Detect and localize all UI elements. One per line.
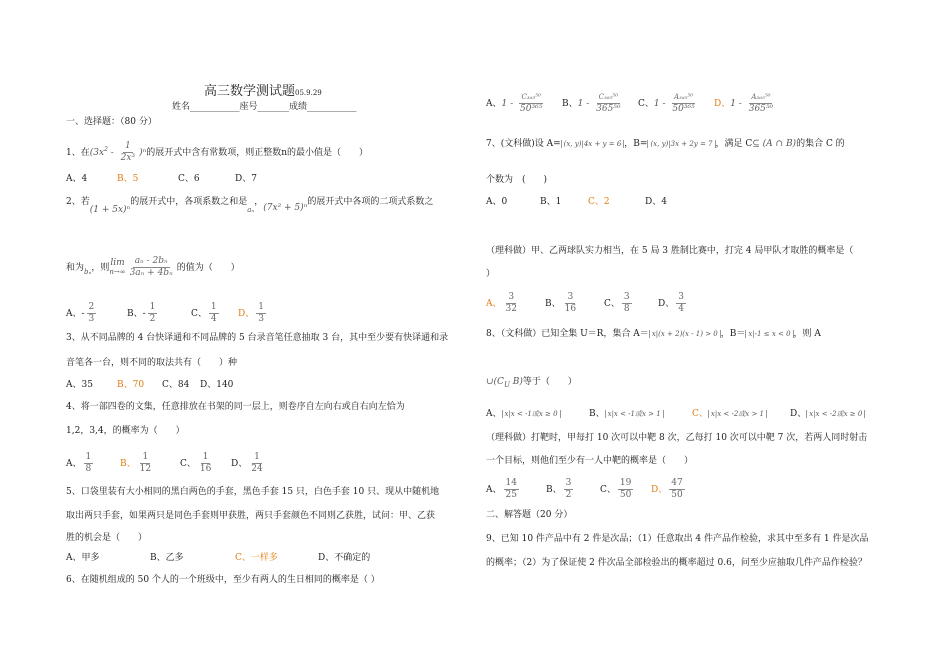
q3-option-c[interactable]: C、84 [162, 380, 190, 390]
q5-option-c[interactable]: C、一样多 [235, 553, 278, 563]
q8-option-a[interactable]: A、 x|x < -1或x ≥ 0 [486, 408, 561, 420]
q7-sci-option-c[interactable]: C、 $\frac{3}{8}$ [604, 292, 630, 314]
q9-line1: 9、已知 10 件产品中有 2 件是次品；（1）任意取出 4 件产品作检验，求其中至多有 1 件是次品 [486, 534, 869, 544]
q4-line2: 1,2，3,4，的概率为（ ） [66, 426, 185, 436]
q8-sci-option-c[interactable]: C、 $\frac{19}{50}$ [600, 478, 632, 500]
q8-sci-line2: 一个目标，则他们至少有一人中靶的概率是（ ） [486, 456, 694, 466]
q7-sci-option-d[interactable]: D、 $\frac{3}{4}$ [658, 292, 684, 314]
q1-option-a[interactable]: A、4 [66, 174, 88, 184]
q3-option-b[interactable]: B、70 [117, 380, 145, 390]
q2-bn: bₙ [84, 268, 92, 276]
q8-sci-option-d[interactable]: D、 $\frac{47}{50}$ [651, 478, 683, 500]
section1-heading: 一、选择题：（80 分） [66, 117, 157, 127]
q2-formula-1: (1 + 5x)ⁿ [89, 205, 131, 215]
q4-option-a[interactable]: A、 $\frac{1}{8}$ [66, 452, 92, 474]
q4-option-c[interactable]: C、 $\frac{1}{16}$ [180, 452, 212, 474]
q1-prefix: 1、在 [66, 148, 90, 158]
q2-an: aₙ [247, 206, 255, 214]
q7-sci-line2: ） [486, 269, 496, 279]
q3-option-a[interactable]: A、35 [66, 380, 93, 390]
q7-sci-line1: （理科做）甲、乙两球队实力相当，在 5 局 3 胜制比赛中，打完 4 局甲队才取胜的概率是（ [486, 246, 854, 256]
q6-option-d[interactable]: D、1 - $\frac{\text{A₃₆₅⁵⁰}}{\text{365⁵⁰}}$ [714, 93, 774, 114]
page-title [204, 86, 322, 99]
q3-line2: 音笔各一台，则不同的取法共有（ ）种 [66, 358, 238, 368]
q3-line1: 3、从不同品牌的 4 台快译通和不同品牌的 5 台录音笔任意抽取 3 台，其中至少要有快译通和录 [66, 333, 449, 343]
q8-option-d[interactable]: D、 x|x < -2或x ≥ 0 [790, 408, 865, 420]
q5-line3: 胜的机会是（ ） [66, 533, 148, 543]
q7-line2: 个数为 ( ) [486, 175, 548, 185]
q8-sci-option-a[interactable]: A、 $\frac{14}{25}$ [486, 478, 517, 500]
title-date: 05.9.29 [295, 89, 322, 97]
q6-line1: 6、在随机组成的 50 个人的一个班级中，至少有两人的生日相同的概率是（ ） [66, 575, 380, 585]
q1-option-c[interactable]: C、6 [178, 174, 200, 184]
q8-sci-option-b[interactable]: B、 $\frac{3}{2}$ [546, 478, 572, 500]
q5-option-a[interactable]: A、甲多 [66, 553, 100, 563]
q8-set-a: x|(x + 2)(x - 1) > 0 [649, 330, 721, 338]
q8-line2: $\cup(C_U$ B)等于（ ） [486, 377, 577, 389]
q7-option-d[interactable]: D、4 [645, 197, 667, 207]
section2-heading: 二、解答题（20 分） [486, 510, 573, 520]
q2-line2: 和为$_{b_n}$，则 lim n→∞ $\frac{\text{aₙ - 2bₙ}}{\text{3aₙ + 4bₙ}}$ 的值为（ ） [66, 256, 240, 278]
q2-option-b[interactable]: B、- $\frac{1}{2}$ [127, 302, 156, 324]
q7-sci-option-b[interactable]: B、 $\frac{3}{16}$ [545, 292, 577, 314]
q2-formula-2: (7x² + 5)ⁿ [263, 203, 308, 213]
question-1 [66, 141, 368, 164]
q7-option-c[interactable]: C、2 [588, 197, 610, 207]
q8-formula: $\cup(C_U$ B) [486, 377, 523, 389]
q8-option-b[interactable]: B、 x|x < -1或x > 1 [589, 408, 664, 420]
student-info-line: 姓名___________座号_______成绩___________ [172, 102, 357, 112]
q1-formula: ($3x^2$ - $\frac{1}{\text{2x³}}$ )ⁿ [89, 141, 147, 163]
q6-option-a[interactable]: A、1 - $\frac{\text{C₃₆₅⁵⁰}}{\text{50³⁶⁵}}$ [486, 93, 543, 114]
q3-option-d[interactable]: D、140 [200, 380, 234, 390]
q8-option-c[interactable]: C、 x|x < -2或x > 1 [692, 408, 767, 420]
q6-option-b[interactable]: B、1 - $\frac{\text{C₃₆₅⁵⁰}}{\text{365⁵⁰}}$ [562, 93, 621, 114]
q4-option-d[interactable]: D、 $\frac{1}{24}$ [231, 452, 263, 474]
question-7: 7、(文科做)设 A= (x, y)|4x + y = 6 ，B= (x, y)|3x + 2y = 7 ，满足 C⊆ (A ∩ B)的集合 C 的 [486, 139, 845, 149]
q7-sci-option-a[interactable]: A、 $\frac{3}{32}$ [486, 292, 517, 314]
q5-option-b[interactable]: B、乙多 [150, 553, 184, 563]
q5-line2: 取出两只手套，如果两只是同色手套则甲获胜，两只手套颜色不同则乙获胜，试问：甲、乙获 [66, 511, 436, 521]
q7-option-b[interactable]: B、1 [540, 197, 562, 207]
q4-line1: 4、将一部四卷的文集，任意排放在书架的同一层上，则卷序自左向右或自右向左恰为 [66, 402, 405, 412]
question-2: 2、若(1 + 5x)ⁿ的展开式中，各项系数之和是$_{a_n}$，(7x² + 5)ⁿ的展开式中各项的二项式系数之 [66, 197, 434, 215]
q2-option-c[interactable]: C、 $\frac{1}{4}$ [191, 302, 217, 324]
q2-option-d[interactable]: D、 $\frac{1}{3}$ [238, 302, 264, 324]
q9-line2: 的概率；（2）为了保证使 2 件次品全部检验出的概率超过 0.6，问至少应抽取几件产品作检验？ [486, 558, 867, 568]
q7-set-b: (x, y)|3x + 2y = 7 [647, 140, 715, 148]
q5-line1: 5、口袋里装有大小相同的黑白两色的手套，黑色手套 15 只，白色手套 10 只、现从中随机地 [66, 487, 440, 497]
q7-option-a[interactable]: A、0 [486, 197, 508, 207]
q4-option-b[interactable]: B、 $\frac{1}{12}$ [120, 452, 152, 474]
q6-option-c[interactable]: C、1 - $\frac{\text{A₃₆₅⁵⁰}}{\text{50³⁶⁵}}$ [638, 93, 695, 114]
q8-sci-line1: （理科做）打靶时，甲每打 10 次可以中靶 8 次，乙每打 10 次可以中靶 7 次，若两人同时射击 [486, 433, 868, 443]
title-text: 高三数学测试题 [204, 84, 296, 99]
q2-option-a[interactable]: A、- $\frac{2}{3}$ [66, 302, 95, 324]
q7-set-a: (x, y)|4x + y = 6 [561, 140, 625, 148]
question-8: 8、（文科做）已知全集 U＝R，集合 A＝ x|(x + 2)(x - 1) > 0 ，B＝ x|-1 ≤ x < 0 ，则 A [486, 329, 821, 339]
q1-option-b[interactable]: B、5 [117, 174, 139, 184]
q8-set-b: x|-1 ≤ x < 0 [745, 330, 793, 338]
q5-option-d[interactable]: D、不确定的 [318, 553, 371, 563]
q1-suffix: 的展开式中含有常数项，则正整数n的最小值是（ ） [146, 148, 369, 158]
q7-subset: ⊆ (A ∩ B) [752, 139, 797, 149]
q1-option-d[interactable]: D、7 [235, 174, 257, 184]
q2-limit: lim n→∞ [109, 257, 126, 276]
